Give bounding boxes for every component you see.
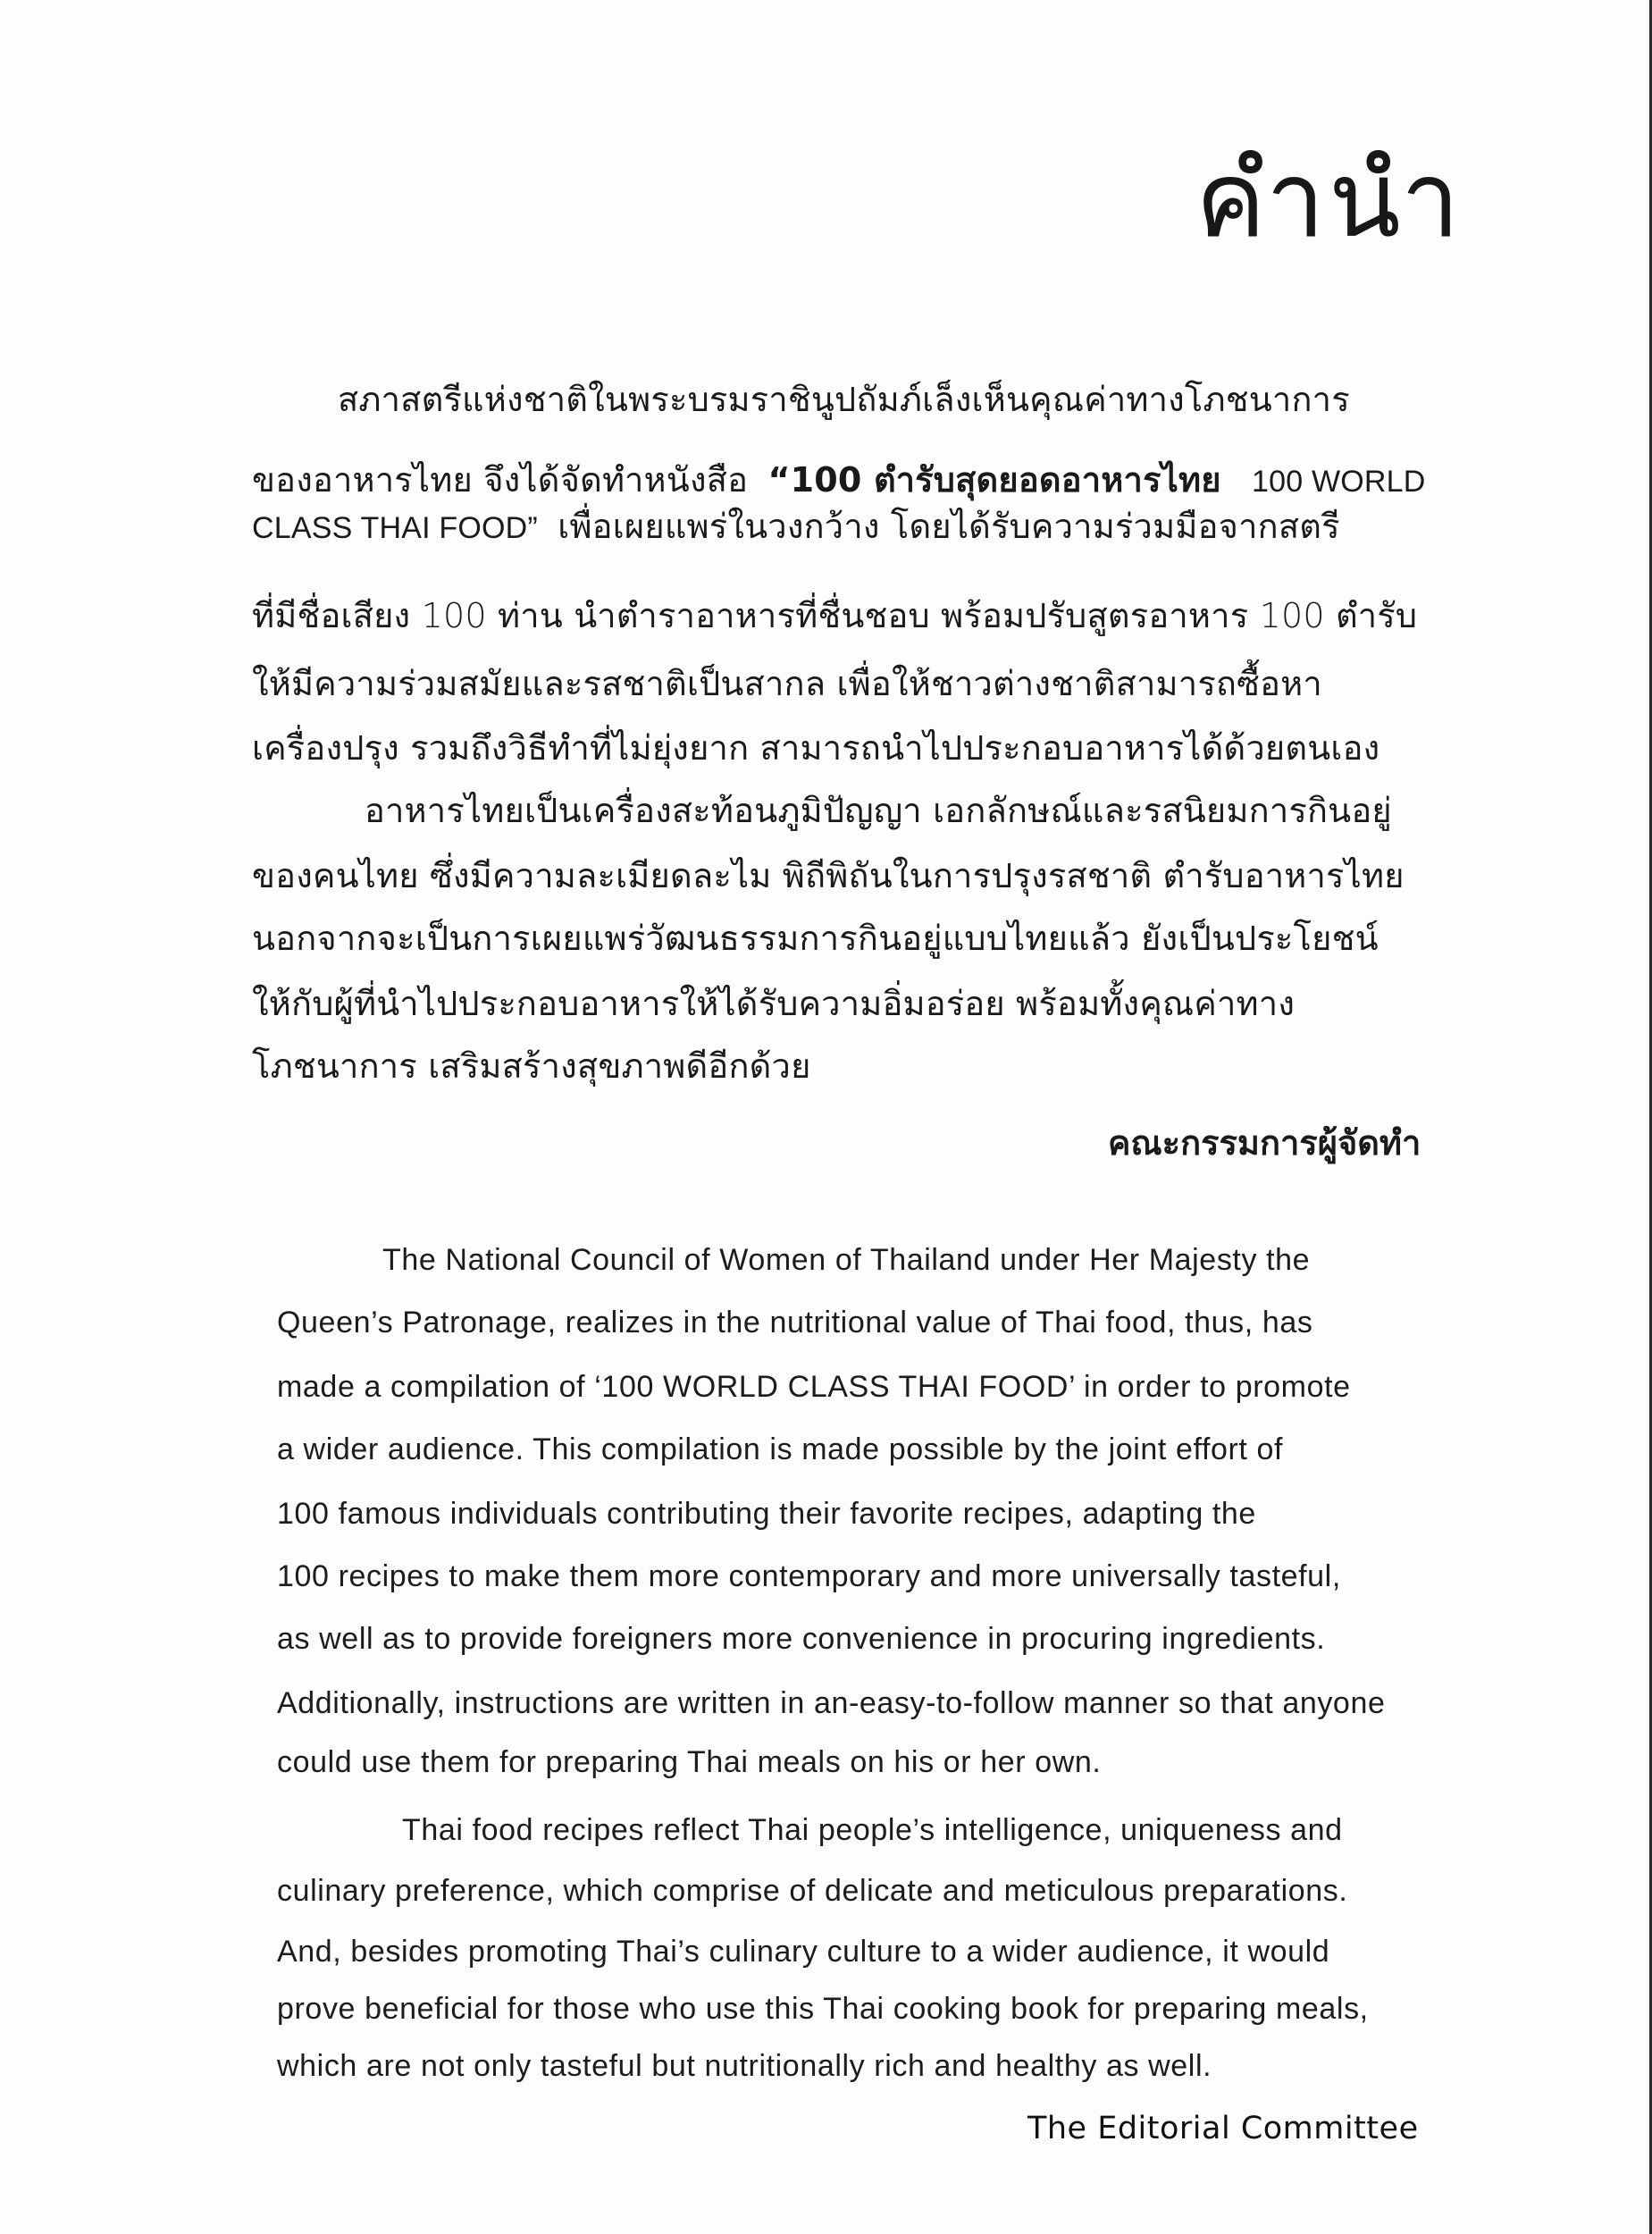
thai-text: เพื่อเผยแพร่ในวงกว้าง โดยได้รับความร่วมมือจากสตรี [558, 507, 1340, 546]
thai-line [252, 504, 1485, 550]
book-title-english-part: 100 WORLD [1252, 465, 1426, 499]
english-line: which are not only tasteful but nutritionally rich and healthy as well. [277, 2049, 1212, 2083]
thai-line: สภาสตรีแห่งชาติในพระบรมราชินูปถัมภ์เล็งเห็นคุณค่าทางโภชนาการ [338, 380, 1350, 419]
thai-line: อาหารไทยเป็นเครื่องสะท้อนภูมิปัญญา เอกลักษณ์และรสนิยมการกินอยู่ [365, 791, 1392, 830]
thai-line: ที่มีชื่อเสียง 100 ท่าน นำตำราอาหารที่ชื่นชอบ พร้อมปรับสูตรอาหาร 100 ตำรับ [252, 596, 1418, 635]
page-title: คำนำ [1195, 138, 1463, 261]
thai-line: ของคนไทย ซึ่งมีความละเมียดละไม พิถีพิถันในการปรุงรสชาติ ตำรับอาหารไทย [252, 856, 1405, 895]
thai-line: ให้มีความร่วมสมัยและรสชาติเป็นสากล เพื่อให้ชาวต่างชาติสามารถซื้อหา [252, 664, 1322, 703]
english-line: And, besides promoting Thai’s culinary culture to a wider audience, it would [277, 1935, 1330, 1969]
thai-signature: คณะกรรมการผู้จัดทำ [1108, 1123, 1421, 1163]
english-signature: The Editorial Committee [1027, 2111, 1419, 2146]
english-line: as well as to provide foreigners more convenience in procuring ingredients. [277, 1622, 1326, 1656]
thai-line [252, 458, 1485, 504]
thai-line: ให้กับผู้ที่นำไปประกอบอาหารให้ได้รับความอิ่มอร่อย พร้อมทั้งคุณค่าทาง [252, 984, 1296, 1023]
thai-line: นอกจากจะเป็นการเผยแพร่วัฒนธรรมการกินอยู่แบบไทยแล้ว ยังเป็นประโยชน์ [252, 919, 1379, 958]
english-line: could use them for preparing Thai meals on his or her own. [277, 1745, 1102, 1779]
english-line: Additionally, instructions are written in an-easy-to-follow manner so that anyone [277, 1686, 1386, 1720]
english-line: 100 recipes to make them more contemporary and more universally tasteful, [277, 1559, 1341, 1593]
english-line: 100 famous individuals contributing their favorite recipes, adapting the [277, 1497, 1256, 1531]
book-title-thai: “100 ตำรับสุดยอดอาหารไทย [767, 460, 1221, 500]
english-line: a wider audience. This compilation is made possible by the joint effort of [277, 1432, 1284, 1466]
thai-line: โภชนาการ เสริมสร้างสุขภาพดีอีกด้วย [252, 1046, 811, 1086]
english-line: Queen’s Patronage, realizes in the nutritional value of Thai food, thus, has [277, 1306, 1313, 1340]
english-line: prove beneficial for those who use this Thai cooking book for preparing meals, [277, 1992, 1369, 2026]
english-line: culinary preference, which comprise of delicate and meticulous preparations. [277, 1874, 1348, 1908]
english-line: The National Council of Women of Thailand under Her Majesty the [382, 1243, 1311, 1277]
english-line: made a compilation of ‘100 WORLD CLASS THAI FOOD’ in order to promote [277, 1370, 1351, 1404]
thai-text: ของอาหารไทย จึงได้จัดทำหนังสือ [252, 460, 749, 500]
book-title-english-part: CLASS THAI FOOD” [252, 511, 538, 545]
thai-line: เครื่องปรุง รวมถึงวิธีทำที่ไม่ยุ่งยาก สามารถนำไปประกอบอาหารได้ด้วยตนเอง [252, 728, 1380, 768]
english-line: Thai food recipes reflect Thai people’s intelligence, uniqueness and [402, 1813, 1343, 1847]
